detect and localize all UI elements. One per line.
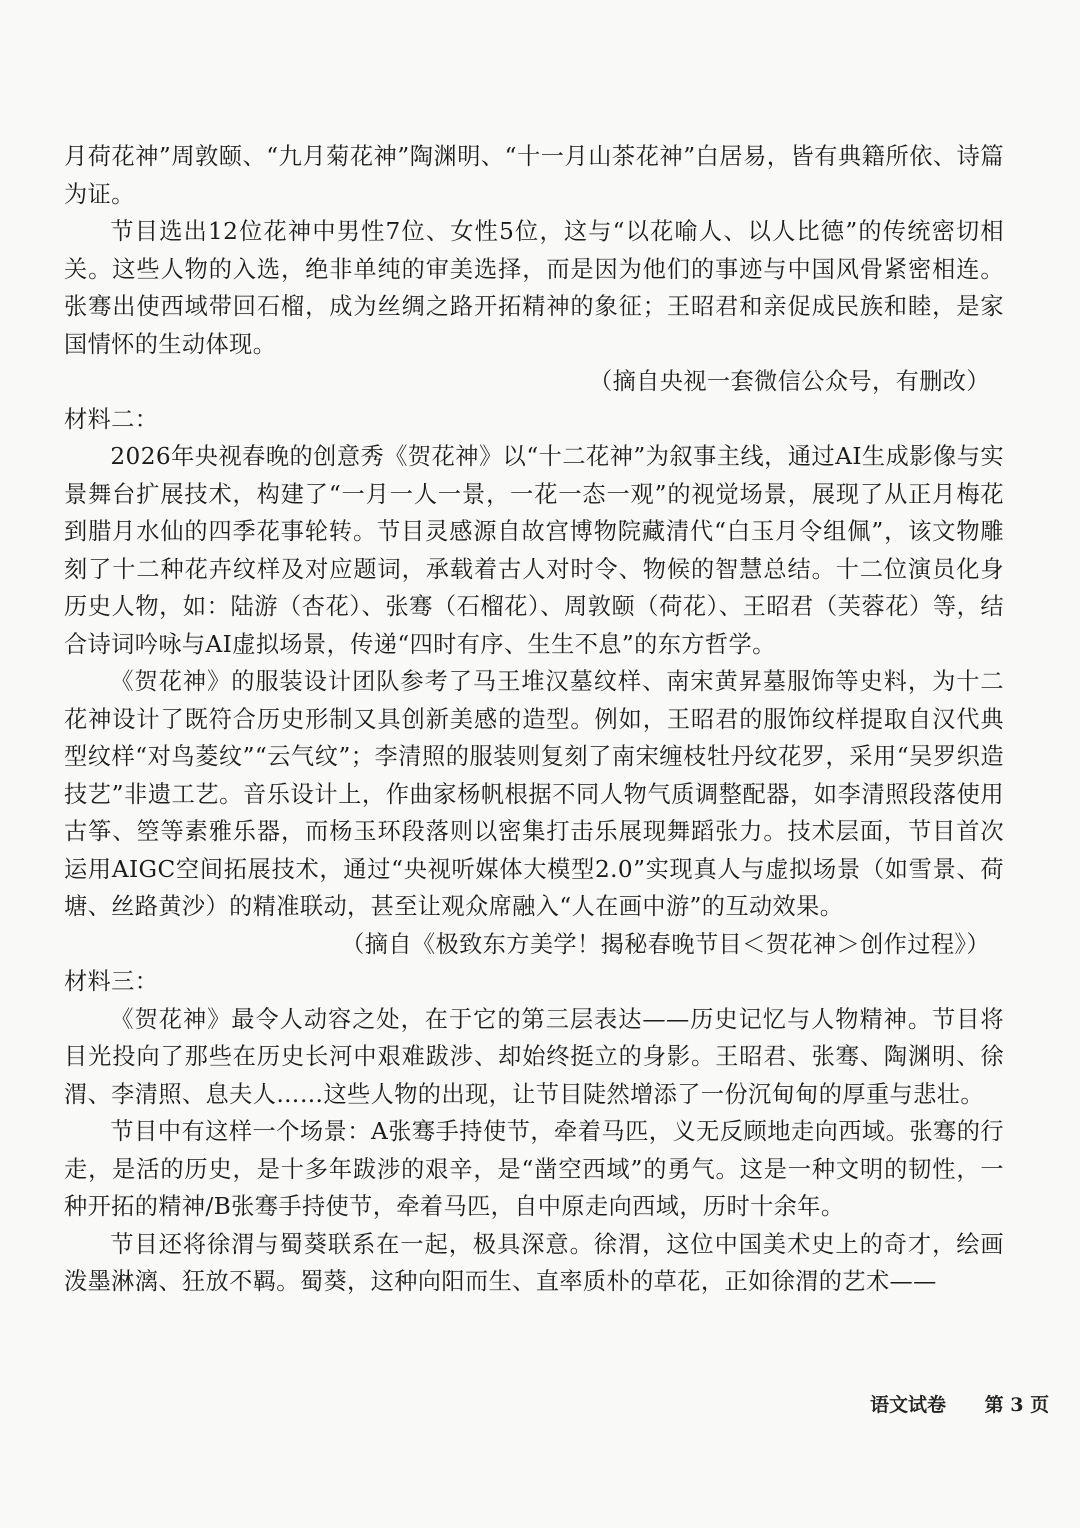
material-three-paragraph: 节目中有这样一个场景：A张骞手持使节，牵着马匹，义无反顾地走向西域。张骞的行走，是活的历史，是十多年跋涉的艰辛，是“凿空西域”的勇气。这是一种文明的韧性，一种开拓的精神/B张骞手持使节，牵着马匹，自中原走向西域，历时十余年。: [64, 1118, 1004, 1220]
page-number: 第 3 页: [984, 1394, 1050, 1416]
material-two-paragraph: 《贺花神》的服装设计团队参考了马王堆汉墓纹样、南宋黄昇墓服饰等史料，为十二花神设计了既符合历史形制又具创新美感的造型。例如，王昭君的服饰纹样提取自汉代典型纹样“对鸟菱纹”“云气纹”；李清照的服装则复刻了南宋缠枝牡丹纹花罗，采用“吴罗织造技艺”非遗工艺。音乐设计上，作曲家杨帆根据不同人物气质调整配器，如李清照段落使用古筝、箜等素雅乐器，而杨玉环段落则以密集打击乐展现舞蹈张力。技术层面，节目首次运用AIGC空间拓展技术，通过“央视听媒体大模型2.0”实现真人与虚拟场景（如雪景、荷塘、丝路黄沙）的精准联动，甚至让观众席融入“人在画中游”的互动效果。: [64, 668, 1004, 920]
material-two-label: 材料二：: [64, 405, 159, 433]
material-one-source: （摘自央视一套微信公众号，有删改）: [589, 368, 990, 395]
material-three-label: 材料三：: [64, 968, 159, 995]
material-two-paragraph: 2026年央视春晚的创意秀《贺花神》以“十二花神”为叙事主线，通过AI生成影像与实景舞台扩展技术，构建了“一月一人一景，一花一态一观”的视觉场景，展现了从正月梅花到腊月水仙的四季花事轮转。节目灵感源自故宫博物院藏清代“白玉月令组佩”，该文物雕刻了十二种花卉纹样及对应题词，承载着古人对时令、物候的智慧总结。十二位演员化身历史人物，如：陆游（杏花）、张骞（石榴花）、周敦颐（荷花）、王昭君（芙蓉花）等，结合诗词吟咏与AI虚拟场景，传递“四时有序、生生不息”的东方哲学。: [64, 443, 1004, 658]
exam-name: 语文试卷: [870, 1394, 947, 1416]
material-three-paragraph: 节目还将徐渭与蜀葵联系在一起，极具深意。徐渭，这位中国美术史上的奇才，绘画泼墨淋漓、狂放不羁。蜀葵，这种向阳而生、直率质朴的草花，正如徐渭的艺术——: [64, 1230, 1004, 1295]
material-two-source: （摘自《极致东方美学！揭秘春晚节目＜贺花神＞创作过程》）: [341, 930, 990, 958]
page-content: [64, 138, 1004, 1301]
material-three-paragraph: 《贺花神》最令人动容之处，在于它的第三层表达——历史记忆与人物精神。节目将目光投向了那些在历史长河中艰难跋涉、却始终挺立的身影。王昭君、张骞、陶渊明、徐渭、李清照、息夫人……这些人物的出现，让节目陡然增添了一份沉甸甸的厚重与悲壮。: [64, 1005, 1004, 1108]
page-footer: [870, 1393, 1049, 1417]
material-one-paragraph: 节目选出12位花神中男性7位、女性5位，这与“以花喻人、以人比德”的传统密切相关。这些人物的入选，绝非单纯的审美选择，而是因为他们的事迹与中国风骨紧密相连。张骞出使西域带回石榴，成为丝绸之路开拓精神的象征；王昭君和亲促成民族和睦，是家国情怀的生动体现。: [64, 218, 1004, 358]
material-one-continued-text: 月荷花神”周敦颐、“九月菊花神”陶渊明、“十一月山茶花神”白居易，皆有典籍所依、诗篇为证。: [64, 143, 1004, 208]
